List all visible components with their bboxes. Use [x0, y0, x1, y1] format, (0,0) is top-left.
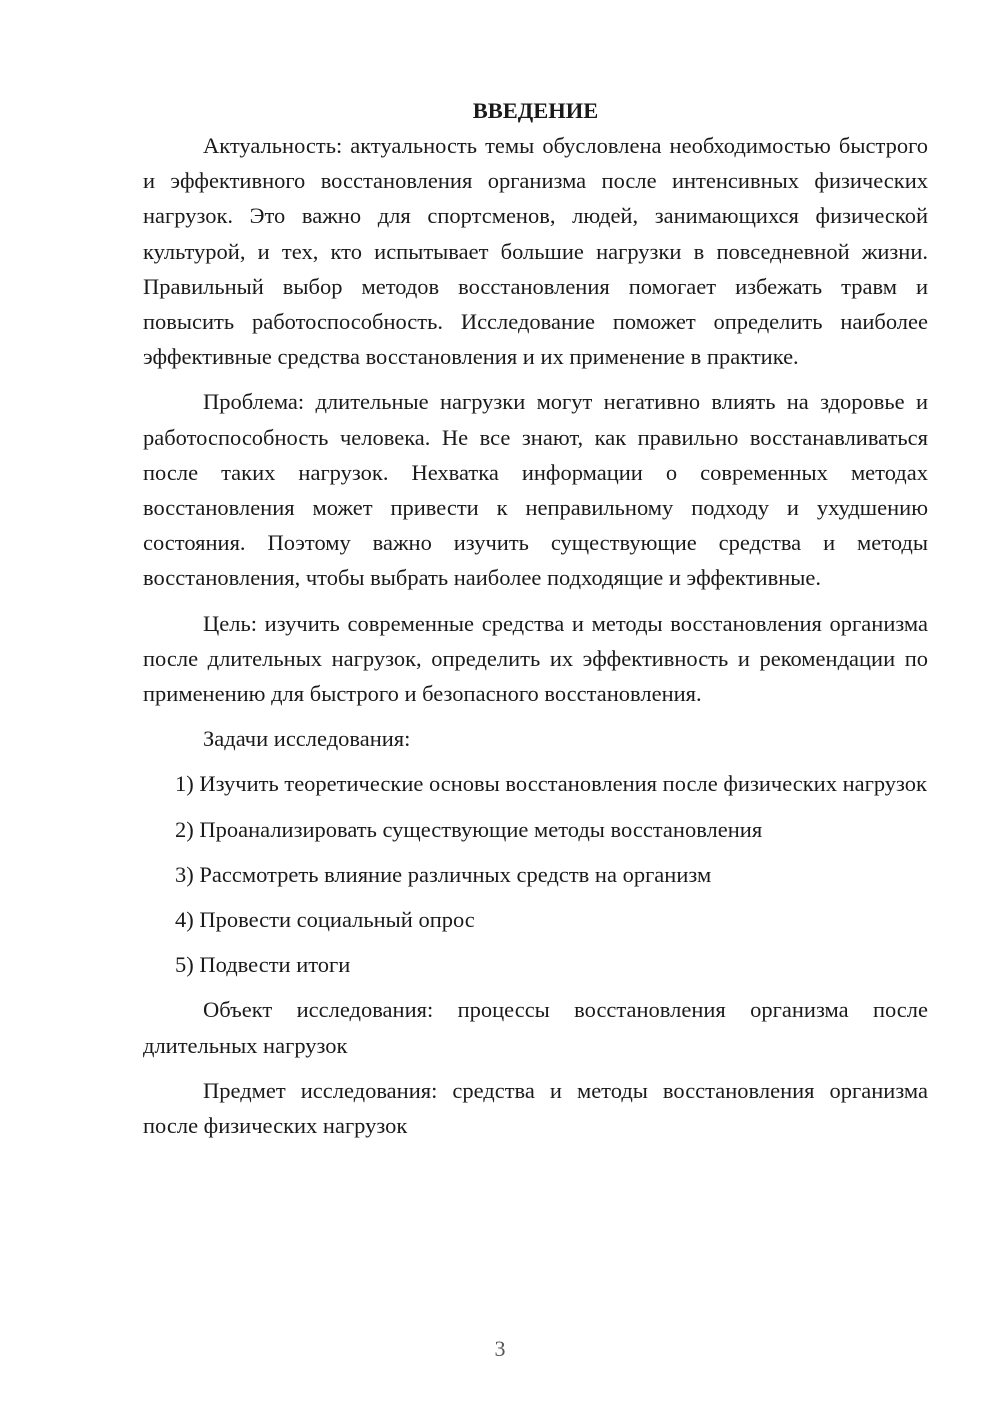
list-item: 4) Провести социальный опрос	[175, 907, 475, 933]
paragraph-goal: Цель: изучить современные средства и методы восстановления организма после длительных нагрузок, определить их эффективность и рекомендации по применению для быстрого и безопасного восстановления.	[143, 610, 928, 707]
list-item: 5) Подвести итоги	[175, 952, 351, 978]
list-item: 2) Проанализировать существующие методы восстановления	[175, 816, 763, 842]
page-number: 3	[494, 1336, 506, 1361]
page-title: ВВЕДЕНИЕ	[472, 98, 599, 123]
list-item: 1) Изучить теоретические основы восстановления после физических нагрузок	[175, 771, 927, 797]
tasks-heading: Задачи исследования:	[203, 726, 411, 752]
paragraph-problem: Проблема: длительные нагрузки могут негативно влиять на здоровье и работоспособность человека. Не все знают, как правильно восстанавливаться после таких нагрузок. Нехватка информации о современных методах восстановления может привести к неправильному подходу и ухудшению состояния. Поэтому важно изучить существующие средства и методы восстановления, чтобы выбрать наиболее подходящие и эффективные.	[143, 389, 928, 591]
tasks-list	[143, 766, 928, 982]
paragraph-relevance: Актуальность: актуальность темы обусловлена необходимостью быстрого и эффективного восстановления организма после интенсивных физических нагрузок. Это важно для спортсменов, людей, занимающихся физической культурой, и тех, кто испытывает большие нагрузки в повседневной жизни. Правильный выбор методов восстановления помогает избежать травм и повысить работоспособность. Исследование поможет определить наиболее эффективные средства восстановления и их применение в практике.	[143, 133, 928, 370]
document-body	[143, 96, 928, 1143]
list-item: 3) Рассмотреть влияние различных средств на организм	[175, 861, 712, 887]
paragraph-subject: Предмет исследования: средства и методы восстановления организма после физических нагрузок	[143, 1077, 928, 1139]
paragraph-object: Объект исследования: процессы восстановления организма после длительных нагрузок	[143, 997, 928, 1058]
